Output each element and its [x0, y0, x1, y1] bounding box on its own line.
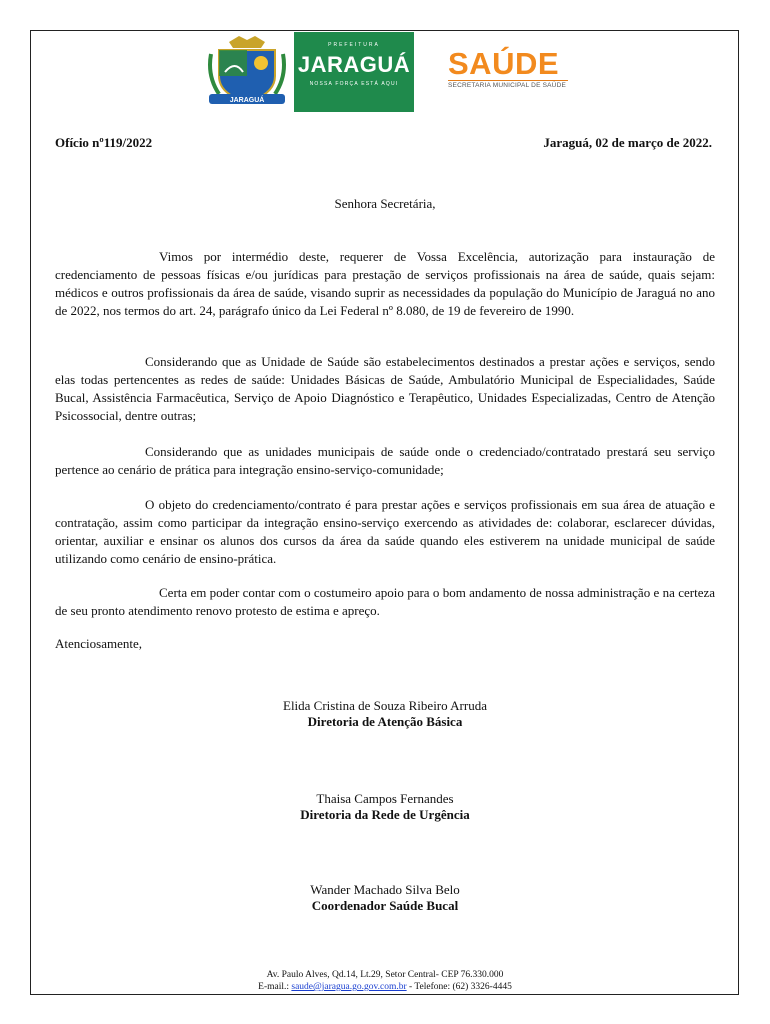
paragraph-text: Vimos por intermédio deste, requerer de Vossa Excelência, autorização para instauração de credenciamento de pessoas físicas e/ou jurídicas para prestação de serviços profissionais na área de saúde, quais sejam: médicos e outros profissionais da área de saúde, visando suprir as necessidades da população do Município de Jaraguá no ano de 2022, nos termos do art. 24, parágrafo único da Lei Federal nº 8.080, de 19 de fevereiro de 1990.: [55, 249, 715, 318]
saude-secretaria-logo: [448, 48, 578, 89]
footer-address: Av. Paulo Alves, Qd.14, Lt.29, Setor Central- CEP 76.330.000: [266, 970, 504, 980]
paragraph: [55, 353, 715, 425]
signatory-role: Coordenador Saúde Bucal: [311, 898, 459, 913]
email-label: E-mail.:: [258, 982, 290, 992]
signature-block: [0, 791, 770, 823]
signatory-role: Diretoria de Atenção Básica: [307, 714, 463, 729]
signatory-name: Elida Cristina de Souza Ribeiro Arruda: [283, 698, 487, 713]
prefeitura-label: PREFEITURA: [328, 42, 380, 48]
prefeitura-jaragua-logo: [294, 32, 414, 112]
footer-contact: [0, 981, 770, 993]
crest-ribbon-text: JARAGUÁ: [229, 97, 265, 104]
salutation: Senhora Secretária,: [334, 196, 436, 211]
paragraph-text: O objeto do credenciamento/contrato é para prestar ações e serviços profissionais em sua área de atuação e contratação, assim como participar da integração ensino-serviço exercendo as atividades de: colaborar, esclarecer dúvidas, orientar, auxiliar e ensinar os alunos dos cursos da área da saúde quando eles estiverem na unidade municipal de saúde utilizando como cenário de ensino-prática.: [55, 497, 715, 566]
oficio-number: Ofício nº119/2022: [55, 135, 153, 150]
signature-block: [0, 698, 770, 730]
signatory-role: Diretoria da Rede de Urgência: [300, 807, 470, 822]
saude-subtitle: SECRETARIA MUNICIPAL DE SAÚDE: [448, 82, 567, 89]
footer: [0, 969, 770, 993]
signatory-name: Wander Machado Silva Belo: [310, 882, 460, 897]
paragraph-text: Considerando que as Unidade de Saúde são estabelecimentos destinados a prestar ações e serviços, sendo elas todas pertencentes as redes de saúde: Unidades Básicas de Saúde, Ambulatório Municipal de Especialidades, Saúde Bucal, Assistência Farmacêutica, Serviço de Apoio Diagnóstico e Terapêutico, Unidades Especializadas, Centro de Atenção Psicossocial, dentre outras;: [55, 354, 715, 423]
closing: Atenciosamente,: [55, 636, 142, 651]
paragraph-text: Considerando que as unidades municipais de saúde onde o credenciado/contratado prestará seu serviço pertence ao cenário de prática para integração ensino-serviço-comunidade;: [55, 444, 715, 477]
municipal-crest-logo: [205, 36, 289, 112]
email-link[interactable]: saude@jaragua.go.gov.com.br: [291, 982, 407, 992]
phone-text: - Telefone: (62) 3326-4445: [409, 982, 512, 992]
paragraph-text: Certa em poder contar com o costumeiro apoio para o bom andamento de nossa administração e na certeza de seu pronto atendimento renovo protesto de estima e apreço.: [55, 585, 715, 618]
paragraph: [55, 496, 715, 568]
signatory-name: Thaisa Campos Fernandes: [316, 791, 454, 806]
city-slogan: NOSSA FORÇA ESTÁ AQUI: [309, 81, 399, 87]
paragraph: [55, 248, 715, 320]
city-name: JARAGUÁ: [297, 52, 411, 77]
paragraph: [55, 443, 715, 479]
signature-block: [0, 882, 770, 914]
document-date: Jaraguá, 02 de março de 2022.: [543, 135, 712, 150]
saude-title: SAÚDE: [448, 46, 560, 81]
paragraph: [55, 584, 715, 620]
letterhead: [0, 0, 770, 120]
